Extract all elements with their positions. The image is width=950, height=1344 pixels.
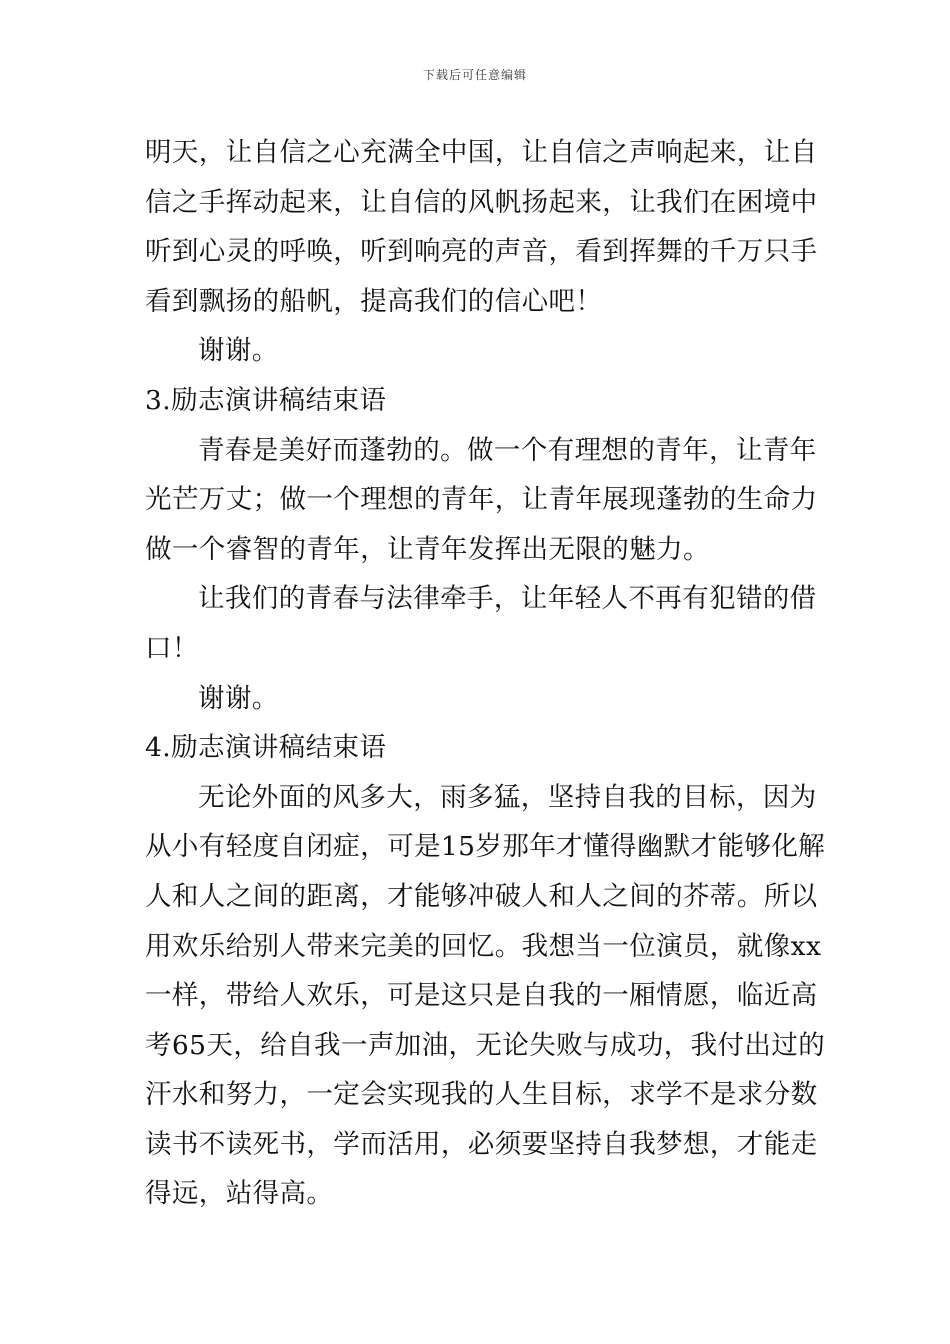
text-line: 信之手挥动起来，让自信的风帆扬起来，让我们在困境中 [145, 186, 818, 218]
page-header: 下载后可任意编辑 [422, 68, 527, 82]
text-line: 青春是美好而蓬勃的。做一个有理想的青年，让青年 [198, 434, 817, 466]
text-line: 谢谢。 [198, 682, 279, 714]
text-line: 汗水和努力，一定会实现我的人生目标，求学不是求分数 [145, 1079, 818, 1111]
text-line: 让我们的青春与法律牵手，让年轻人不再有犯错的借 [198, 583, 817, 615]
text-line: 做一个睿智的青年，让青年发挥出无限的魅力。 [145, 533, 710, 565]
text-line: 读书不读死书，学而活用，必须要坚持自我梦想，才能走 [145, 1128, 818, 1160]
text-line: 从小有轻度自闭症，可是15岁那年才懂得幽默才能够化解 [145, 831, 826, 863]
text-line: 人和人之间的距离，才能够冲破人和人之间的芥蒂。所以 [145, 880, 818, 912]
text-line: 明天，让自信之心充满全中国，让自信之声响起来，让自 [145, 137, 818, 168]
text-line: 一样，带给人欢乐，可是这只是自我的一厢情愿，临近高 [145, 980, 818, 1012]
text-line: 无论外面的风多大，雨多猛，坚持自我的目标，因为 [198, 781, 817, 813]
text-line: 口！ [145, 632, 199, 664]
text-line: 看到飘扬的船帆，提高我们的信心吧！ [145, 285, 603, 317]
document-body [145, 128, 826, 1219]
text-line: 得远，站得高。 [145, 1178, 334, 1210]
text-line: 听到心灵的呼唤，听到响亮的声音，看到挥舞的千万只手 [145, 236, 818, 268]
text-line: 考65天，给自我一声加油，无论失败与成功，我付出过的 [145, 1029, 826, 1061]
text-line: 用欢乐给别人带来完美的回忆。我想当一位演员，就像xx [145, 930, 822, 962]
text-line: 4.励志演讲稿结束语 [145, 732, 387, 764]
text-line: 谢谢。 [198, 335, 279, 367]
text-line: 3.励志演讲稿结束语 [145, 384, 387, 416]
text-line: 光芒万丈；做一个理想的青年，让青年展现蓬勃的生命力 [145, 484, 818, 516]
